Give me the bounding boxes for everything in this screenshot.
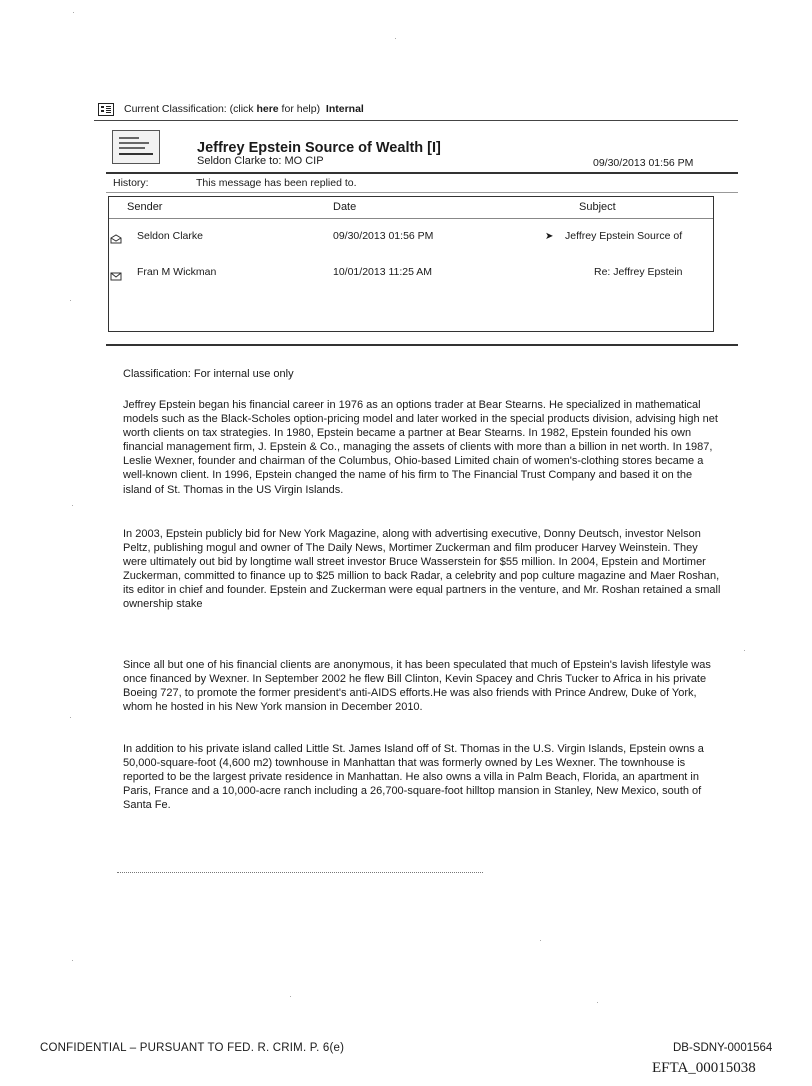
row-date: 10/01/2013 11:25 AM (333, 266, 433, 278)
row-sender: Fran M Wickman (137, 266, 217, 278)
history-divider (106, 192, 738, 193)
efta-number: EFTA_00015038 (652, 1060, 756, 1076)
column-header-date[interactable]: Date (333, 201, 357, 213)
current-message-arrow-icon: ➤ (545, 231, 554, 242)
message-header-icon (112, 130, 160, 164)
history-label: History: (113, 177, 149, 189)
row-subject: Re: Jeffrey Epstein (594, 266, 683, 278)
confidential-notice: CONFIDENTIAL – PURSUANT TO FED. R. CRIM. P. 6(e) (40, 1042, 345, 1054)
column-header-sender[interactable]: Sender (127, 201, 163, 213)
body-paragraph: In 2003, Epstein publicly bid for New York Magazine, along with advertising executive, Donny Deutsch, investor Nelson Peltz, publishing mogul and owner of The Daily News, Mortimer Zuckerman and film producer Harvey Weinstein. They were ultimately out bid by longtime wall street investor Bruce Wasserstein for $55 million. In 2004, Epstein and Mortimer Zuckerman, committed to finance up to $25 million to back Radar, a celebrity and pop culture magazine and Maer Roshan, its editor in chief and founder. Epstein and Zuckerman were equal partners in the venture, and Mr. Roshan retained a small ownership stake (123, 528, 721, 611)
bates-number: DB-SDNY-0001564 (673, 1042, 773, 1054)
message-to-label: to: (269, 155, 282, 167)
body-paragraph: Since all but one of his financial clients are anonymous, it has been speculated that much of Epstein's lavish lifestyle was once financed by Wexner. In September 2002 he flew Bill Clinton, Kevin Spacey and Chris Tucker to Africa in his private Boeing 727, to promote the former president's anti-AIDS efforts.He was also friends with Prince Andrew, Duke of York, whom he hosted in his New York mansion in December 2010. (123, 659, 711, 714)
body-paragraph: In addition to his private island called Little St. James Island off of St. Thomas in the U.S. Virgin Islands, Epstein owns a 50,000-square-foot (4,600 m2) townhouse in Manhattan that was formerly owned by Les Wexner. The townhouse is reported to be the largest private residence in Manhattan. He also owns a villa in Palm Beach, Florida, an apartment in Paris, France and a 10,000-acre ranch including a 26,700-square-foot hilltop mansion in Stanley, New Mexico, south of Santa Fe. (123, 743, 704, 812)
envelope-icon (110, 268, 122, 277)
classification-value: Internal (325, 103, 364, 115)
row-subject: Jeffrey Epstein Source of (565, 230, 683, 242)
body-classification: Classification: For internal use only (123, 368, 294, 380)
message-sender[interactable]: Seldon Clarke (197, 155, 267, 167)
classification-icon[interactable] (98, 103, 114, 116)
history-message: This message has been replied to. (196, 177, 357, 189)
column-header-subject[interactable]: Subject (579, 201, 616, 213)
body-divider (106, 344, 738, 346)
body-paragraph: Jeffrey Epstein began his financial career in 1976 as an options trader at Bear Stearns. He specialized in mathematical models such as the Black-Scholes option-pricing model and later worked in the special products division, advising high net worth clients on tax strategies. In 1980, Epstein became a partner at Bear Stearns. In 1982, Epstein founded his own financial management firm, J. Epstein & Co., managing the assets of clients with more than a billion in net worth. In 1987, Leslie Wexner, founder and chairman of the Columbus, Ohio-based Limited chain of women's-clothing stores became a well-known client. In 1996, Epstein changed the name of his firm to The Financial Trust Company and based it on the island of St. Thomas in the US Virgin Islands. (123, 399, 718, 496)
message-recipient[interactable]: MO CIP (284, 155, 324, 167)
classification-divider (94, 120, 738, 121)
classification-help-link[interactable]: here (256, 103, 279, 115)
header-divider (106, 172, 738, 174)
classification-suffix: for help) (278, 103, 321, 115)
message-subject: Jeffrey Epstein Source of Wealth [I] (197, 140, 441, 156)
envelope-open-icon (110, 231, 122, 240)
classification-bar (98, 100, 738, 118)
message-datetime: 09/30/2013 01:56 PM (593, 157, 694, 169)
message-from-to (197, 155, 324, 167)
thread-table (108, 196, 714, 332)
classification-prefix: Current Classification: (click (124, 103, 257, 115)
signature-divider (117, 872, 483, 873)
row-date: 09/30/2013 01:56 PM (333, 230, 434, 242)
row-sender: Seldon Clarke (137, 230, 203, 242)
